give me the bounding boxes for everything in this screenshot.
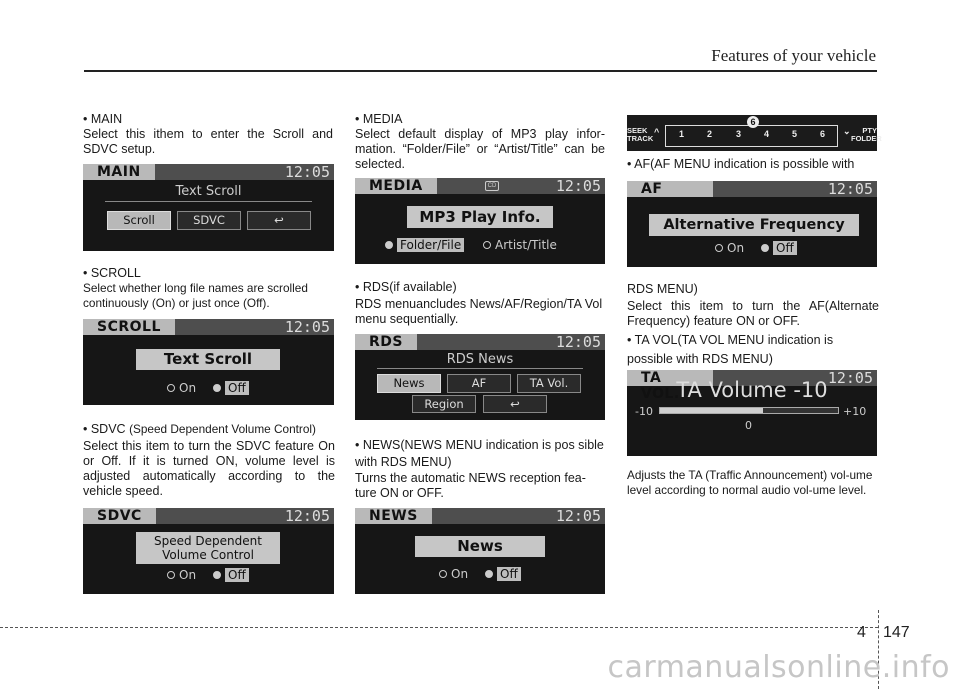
media-screen bbox=[355, 178, 605, 264]
ta-volume-readout: TA Volume -10 bbox=[676, 378, 828, 402]
volume-min-label: -10 bbox=[635, 405, 653, 418]
news-box: News bbox=[415, 536, 545, 557]
af-text-block bbox=[627, 281, 879, 369]
radio-selected-icon bbox=[385, 241, 393, 249]
mp3-info-box: MP3 Play Info. bbox=[407, 206, 553, 228]
pty-down-icon[interactable]: ⌄ bbox=[843, 126, 851, 136]
preset-2[interactable]: 2 bbox=[707, 129, 713, 139]
radio-selected-icon bbox=[213, 384, 221, 392]
screen-clock: 12:05 bbox=[827, 369, 873, 387]
screen-title: SDVC bbox=[83, 508, 156, 524]
sdvc-button[interactable]: SDVC bbox=[177, 211, 241, 230]
rds-screen bbox=[355, 334, 605, 420]
on-option[interactable]: On bbox=[167, 568, 196, 582]
af-heading-block bbox=[627, 157, 879, 172]
pty-folder-label: PTY FOLDER bbox=[851, 126, 882, 143]
preset-1[interactable]: 1 bbox=[679, 129, 685, 139]
main-heading: • MAIN bbox=[83, 112, 123, 126]
preset-frame bbox=[665, 125, 838, 147]
seek-track-label: SEEK TRACK bbox=[627, 126, 654, 143]
sdvc-text-block bbox=[83, 422, 335, 499]
column-1 bbox=[83, 112, 335, 157]
on-option[interactable]: On bbox=[715, 241, 744, 255]
af-description-2: Select this item to turn the AF(Alternate Frequency) feature ON or OFF. bbox=[627, 299, 879, 328]
preset-4[interactable]: 4 bbox=[764, 129, 770, 139]
news-text-block bbox=[355, 437, 607, 501]
screen-clock: 12:05 bbox=[555, 177, 601, 195]
preset-3[interactable]: 3 bbox=[736, 129, 742, 139]
screen-title: NEWS bbox=[355, 508, 432, 524]
ta-vol-text-block bbox=[627, 468, 879, 497]
screen-clock: 12:05 bbox=[555, 333, 601, 351]
media-heading: • MEDIA bbox=[355, 112, 403, 126]
page-number: 147 bbox=[883, 624, 910, 641]
volume-center-label: 0 bbox=[745, 419, 752, 432]
volume-slider-fill bbox=[660, 408, 763, 413]
footer-rule bbox=[0, 627, 878, 628]
screen-subtitle: RDS News bbox=[446, 352, 514, 367]
folder-file-option[interactable]: Folder/File bbox=[385, 238, 464, 252]
cd-icon: CD bbox=[485, 181, 499, 191]
rds-description: RDS menuancludes News/AF/Region/TA Vol menu sequentially. bbox=[355, 297, 603, 326]
media-description: Select default display of MP3 play infor-mation. “Folder/File” or “Artist/Title” can be selected. bbox=[355, 127, 605, 171]
sdvc-heading: • SDVC (Speed Dependent Volume Control) bbox=[83, 422, 316, 436]
header-rule bbox=[84, 70, 877, 72]
news-screen bbox=[355, 508, 605, 594]
screen-clock: 12:05 bbox=[284, 318, 330, 336]
chapter-number: 4 bbox=[857, 624, 866, 641]
region-button[interactable]: Region bbox=[412, 395, 476, 413]
callout-badge: 6 bbox=[747, 116, 759, 128]
sdvc-screen bbox=[83, 508, 334, 594]
on-option[interactable]: On bbox=[167, 381, 196, 395]
column-2 bbox=[355, 112, 607, 172]
screen-clock: 12:05 bbox=[284, 507, 330, 525]
screen-title: TA VOL. bbox=[627, 370, 713, 386]
text-scroll-box: Text Scroll bbox=[136, 349, 280, 370]
screen-clock: 12:05 bbox=[827, 180, 873, 198]
back-button[interactable]: ↩ bbox=[483, 395, 547, 413]
on-option[interactable]: On bbox=[439, 567, 468, 581]
seek-up-icon[interactable]: ^ bbox=[654, 127, 660, 137]
news-description: Turns the automatic NEWS reception fea-ture ON or OFF. bbox=[355, 471, 586, 500]
radio-control-strip bbox=[627, 115, 882, 151]
watermark: carmanualsonline.info bbox=[607, 650, 950, 685]
scroll-button[interactable]: Scroll bbox=[107, 211, 171, 230]
screen-title: SCROLL bbox=[83, 319, 175, 335]
sdvc-box: Speed Dependent Volume Control bbox=[136, 532, 280, 564]
radio-selected-icon bbox=[761, 244, 769, 252]
volume-max-label: +10 bbox=[843, 405, 867, 418]
scroll-text-block bbox=[83, 266, 335, 310]
back-button[interactable]: ↩ bbox=[247, 211, 311, 230]
af-screen bbox=[627, 181, 877, 267]
screen-clock: 12:05 bbox=[284, 163, 330, 181]
radio-selected-icon bbox=[213, 571, 221, 579]
off-option[interactable]: Off bbox=[213, 381, 249, 395]
preset-6[interactable]: 6 bbox=[820, 129, 826, 139]
scroll-description: Select whether long file names are scrolled continuously (On) or just once (Off). bbox=[83, 281, 308, 310]
radio-icon bbox=[715, 244, 723, 252]
alternative-frequency-box: Alternative Frequency bbox=[649, 214, 859, 236]
radio-selected-icon bbox=[485, 570, 493, 578]
artist-title-option[interactable]: Artist/Title bbox=[483, 238, 557, 252]
radio-icon bbox=[167, 571, 175, 579]
ta-vol-description: Adjusts the TA (Traffic Announcement) vol-ume level according to normal audio vol-ume level. bbox=[627, 468, 873, 497]
main-description: Select this ithem to enter the Scroll and SDVC setup. bbox=[83, 127, 333, 156]
volume-slider[interactable] bbox=[659, 407, 839, 414]
page-header-title: Features of your vehicle bbox=[711, 46, 876, 65]
ta-vol-screen bbox=[627, 370, 877, 456]
scroll-heading: • SCROLL bbox=[83, 266, 141, 280]
radio-icon bbox=[167, 384, 175, 392]
news-heading: • NEWS(NEWS MENU indication is pos sible with RDS MENU) bbox=[355, 438, 604, 469]
screen-subtitle: Text Scroll bbox=[175, 184, 242, 199]
divider bbox=[105, 201, 312, 202]
main-screen bbox=[83, 164, 334, 251]
screen-title: AF bbox=[627, 181, 713, 197]
af-heading: • AF(AF MENU indication is possible with bbox=[627, 157, 855, 171]
rds-text-block bbox=[355, 280, 607, 327]
af-description-1: RDS MENU) bbox=[627, 282, 698, 296]
ta-vol-heading: • TA VOL(TA VOL MENU indication is possible with RDS MENU) bbox=[627, 333, 834, 366]
ta-vol-button[interactable]: TA Vol. bbox=[517, 374, 581, 393]
news-button[interactable]: News bbox=[377, 374, 441, 393]
screen-title: MAIN bbox=[83, 164, 155, 180]
af-button[interactable]: AF bbox=[447, 374, 511, 393]
scroll-screen bbox=[83, 319, 334, 405]
rds-heading: • RDS(if available) bbox=[355, 280, 457, 294]
screen-title: MEDIA bbox=[355, 178, 437, 194]
divider bbox=[377, 368, 583, 369]
preset-5[interactable]: 5 bbox=[792, 129, 798, 139]
radio-icon bbox=[483, 241, 491, 249]
off-option[interactable]: Off bbox=[761, 241, 797, 255]
screen-title: RDS bbox=[355, 334, 417, 350]
off-option[interactable]: Off bbox=[213, 568, 249, 582]
sdvc-description: Select this item to turn the SDVC feature On or Off. If it is turned ON, volume level is adjusted automatically according to the vehicle speed. bbox=[83, 439, 335, 498]
radio-icon bbox=[439, 570, 447, 578]
off-option[interactable]: Off bbox=[485, 567, 521, 581]
screen-clock: 12:05 bbox=[555, 507, 601, 525]
